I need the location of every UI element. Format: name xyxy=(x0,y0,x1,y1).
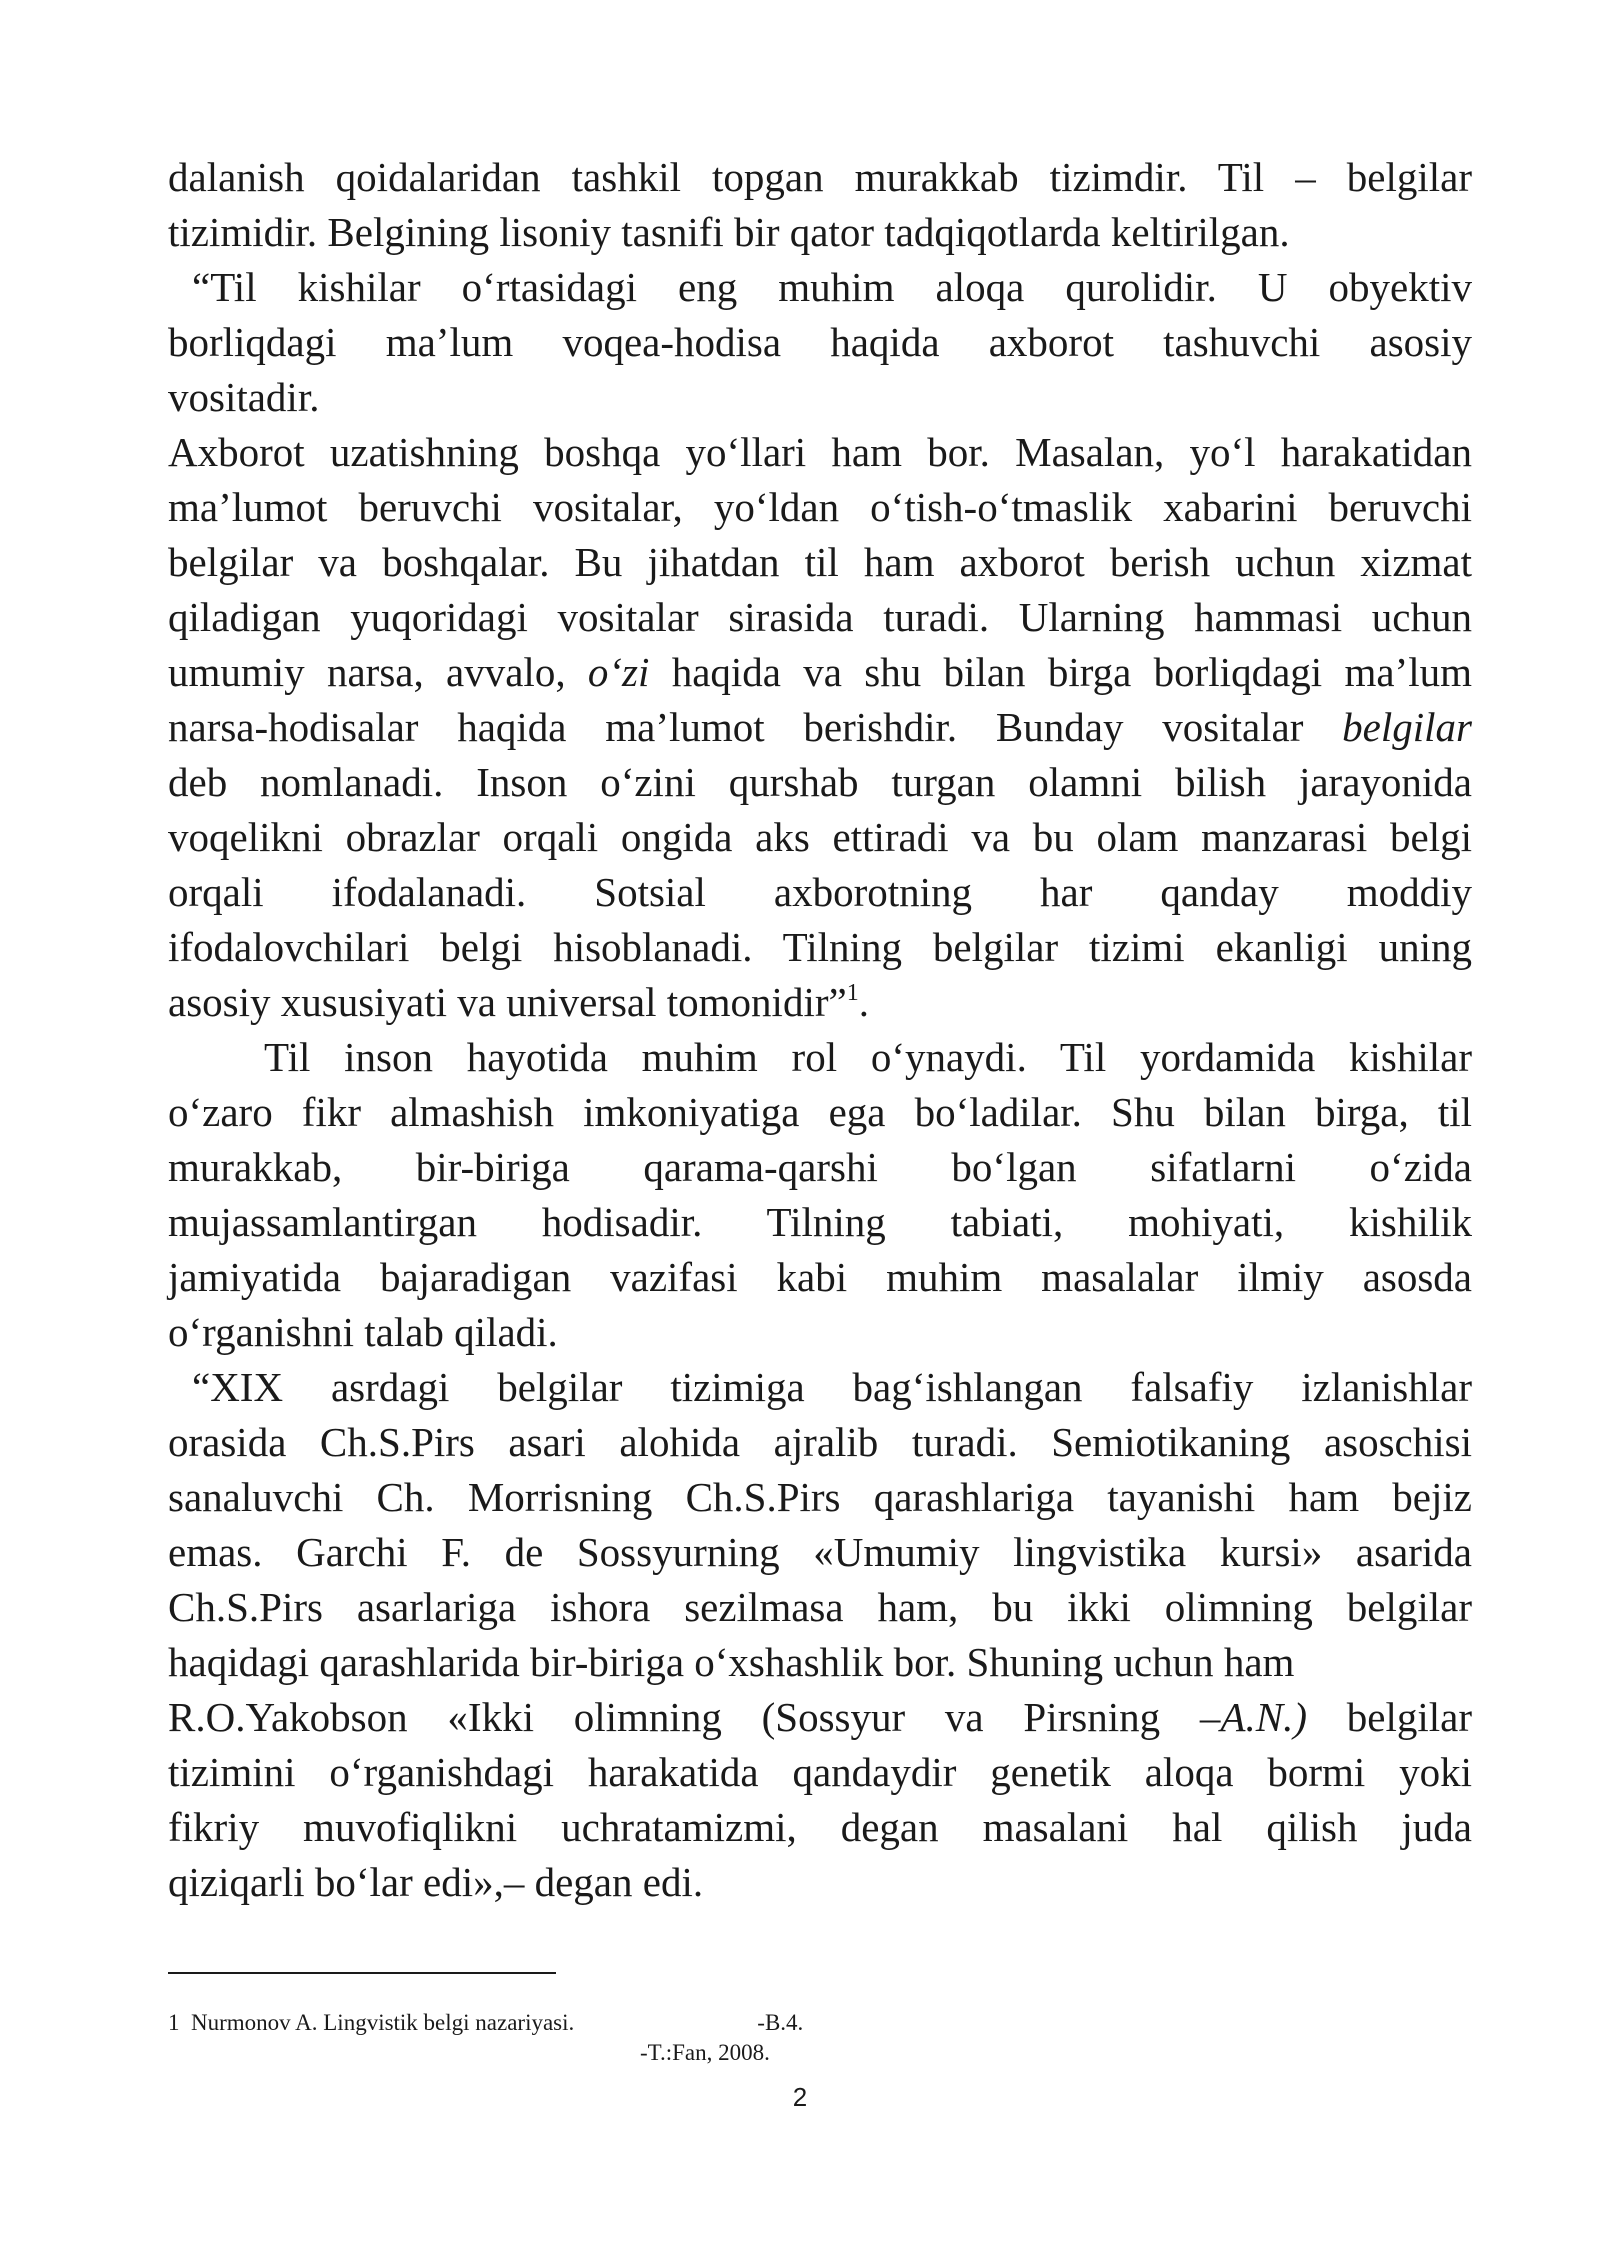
footnote-publisher: -T.:Fan, 2008. xyxy=(640,2040,770,2065)
text-line: mujassamlantirgan hodisadir. Tilning tabiati, mohiyati, kishilik xyxy=(168,1199,1472,1245)
text-line: Ch.S.Pirs asarlariga ishora sezilmasa ham, bu ikki olimning belgilar xyxy=(168,1584,1472,1630)
text-line: orasida Ch.S.Pirs asari alohida ajralib turadi. Semiotikaning asoschisi xyxy=(168,1419,1472,1465)
text-line: qiladigan yuqoridagi vositalar sirasida turadi. Ularning hammasi uchun xyxy=(168,594,1472,640)
body-text xyxy=(168,150,1472,1910)
text-line: dalanish qoidalaridan tashkil topgan murakkab tizimdir. Til – belgilar xyxy=(168,154,1472,200)
text-span: umumiy narsa, avvalo, xyxy=(168,649,588,695)
footnote-line xyxy=(168,2008,803,2038)
footnote-page-ref: -B.4. xyxy=(757,2010,804,2035)
text-line: orqali ifodalanadi. Sotsial axborotning har qanday moddiy xyxy=(168,869,1472,915)
text-line xyxy=(168,1690,1472,1745)
text-line: belgilar va boshqalar. Bu jihatdan til ham axborot berish uchun xizmat xyxy=(168,539,1472,585)
footnote-text: Nurmonov A. Lingvistik belgi nazariyasi. xyxy=(191,2010,575,2035)
paragraph-5 xyxy=(168,1360,1472,1910)
text-line: sanaluvchi Ch. Morrisning Ch.S.Pirs qarashlariga tayanishi ham bejiz xyxy=(168,1474,1472,1520)
text-span: R.O.Yakobson «Ikki olimning (Sossyur va Pirsning xyxy=(168,1694,1200,1740)
italic-term: o‘zi xyxy=(587,649,650,695)
paragraph-3 xyxy=(168,425,1472,1030)
text-line: qiziqarli bo‘lar edi»,– degan edi. xyxy=(168,1859,704,1905)
text-span: narsa-hodisalar haqida ma’lumot berishdir. Bunday vositalar xyxy=(168,704,1343,750)
text-line: ifodalovchilari belgi hisoblanadi. Tilning belgilar tizimi ekanligi uning xyxy=(168,924,1472,970)
footnote-separator xyxy=(168,1972,556,1974)
text-line xyxy=(168,700,1472,755)
italic-term: –A.N.) xyxy=(1199,1694,1307,1740)
text-line: Axborot uzatishning boshqa yo‘llari ham bor. Masalan, yo‘l harakatidan xyxy=(168,429,1472,475)
text-line: borliqdagi ma’lum voqea-hodisa haqida axborot tashuvchi asosiy xyxy=(168,319,1472,365)
text-span: belgilar xyxy=(1306,1694,1472,1740)
text-span: . xyxy=(858,979,869,1025)
text-line: “XIX asrdagi belgilar tizimiga bag‘ishlangan falsafiy izlanishlar xyxy=(192,1364,1472,1410)
footnote xyxy=(168,2008,804,2065)
text-line: o‘rganishni talab qiladi. xyxy=(168,1309,558,1355)
text-span: asosiy xususiyati va universal tomonidir” xyxy=(168,979,847,1025)
text-line: tizimidir. Belgining lisoniy tasnifi bir qator tadqiqotlarda keltirilgan. xyxy=(168,209,1290,255)
footnote-number: 1 xyxy=(168,2010,180,2035)
text-line: jamiyatida bajaradigan vazifasi kabi muhim masalalar ilmiy asosda xyxy=(168,1254,1472,1300)
text-line: haqidagi qarashlarida bir-biriga o‘xshashlik bor. Shuning uchun ham xyxy=(168,1639,1295,1685)
italic-term: belgilar xyxy=(1342,704,1472,750)
text-line: murakkab, bir-biriga qarama-qarshi bo‘lgan sifatlarni o‘zida xyxy=(168,1144,1472,1190)
text-line xyxy=(168,975,1472,1030)
text-span: haqida va shu bilan birga borliqdagi ma’lum xyxy=(649,649,1472,695)
text-line: tizimini o‘rganishdagi harakatida qandaydir genetik aloqa bormi yoki xyxy=(168,1749,1472,1795)
footnote-reference[interactable]: 1 xyxy=(846,980,859,1006)
text-line: “Til kishilar o‘rtasidagi eng muhim aloqa qurolidir. U obyektiv xyxy=(192,264,1472,310)
text-line: Til inson hayotida muhim rol o‘ynaydi. Til yordamida kishilar xyxy=(264,1034,1472,1080)
text-line: vositadir. xyxy=(168,374,320,420)
text-line xyxy=(168,645,1472,700)
page-number: 2 xyxy=(792,2082,808,2112)
text-line: voqelikni obrazlar orqali ongida aks ettiradi va bu olam manzarasi belgi xyxy=(168,814,1472,860)
text-line: emas. Garchi F. de Sossyurning «Umumiy lingvistika kursi» asarida xyxy=(168,1529,1472,1575)
text-line: ma’lumot beruvchi vositalar, yo‘ldan o‘tish-o‘tmaslik xabarini beruvchi xyxy=(168,484,1472,530)
paragraph-1 xyxy=(168,150,1472,260)
text-line: o‘zaro fikr almashish imkoniyatiga ega bo‘ladilar. Shu bilan birga, til xyxy=(168,1089,1472,1135)
text-line: deb nomlanadi. Inson o‘zini qurshab turgan olamni bilish jarayonida xyxy=(168,759,1472,805)
paragraph-2 xyxy=(168,260,1472,425)
paragraph-4 xyxy=(168,1030,1472,1360)
text-line: fikriy muvofiqlikni uchratamizmi, degan masalani hal qilish juda xyxy=(168,1804,1472,1850)
